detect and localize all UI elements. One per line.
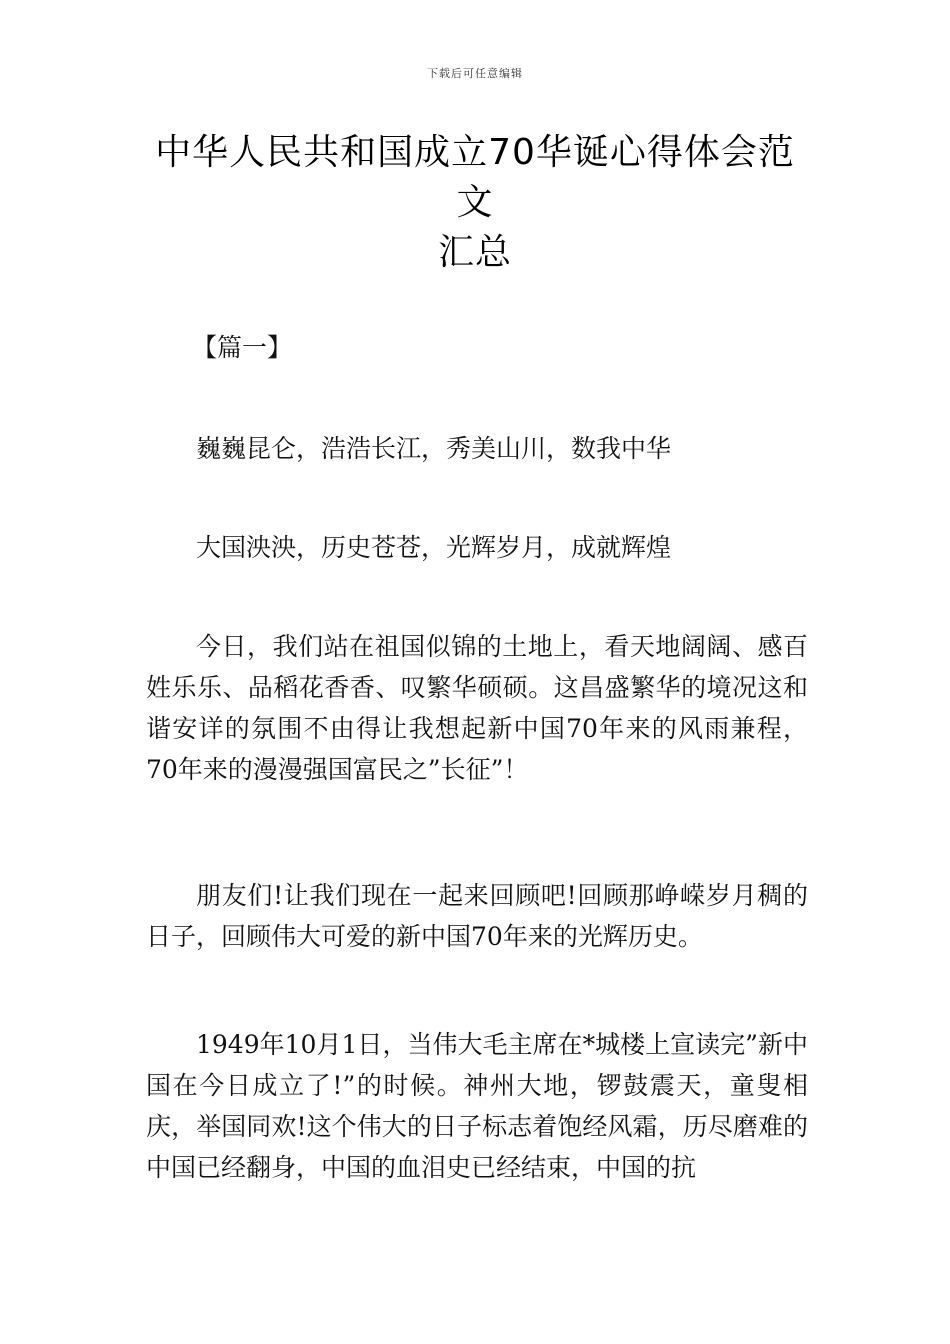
verse-line-2: 大国泱泱，历史苍苍，光辉岁月，成就辉煌 <box>196 533 672 562</box>
section-label: 【篇一】 <box>192 333 293 362</box>
verse-line-1: 巍巍昆仑，浩浩长江，秀美山川，数我中华 <box>196 434 672 463</box>
paragraph-3: 1949年10月1日，当伟大毛主席在*城楼上宣读完”新中国在今日成立了!”的时候。神州大地，锣鼓震天，童叟相庆，举国同欢!这个伟大的日子标志着饱经风霜，历尽磨难的中国已经翻身，中国的血泪史已经结束，中国的抗 <box>146 1030 808 1182</box>
download-note: 下载后可任意编辑 <box>427 67 523 80</box>
paragraph-1: 今日，我们站在祖国似锦的土地上，看天地阔阔、感百姓乐乐、品稻花香香、叹繁华硕硕。这昌盛繁华的境况这和谐安详的氛围不由得让我想起新中国70年来的风雨兼程，70年来的漫漫强国富民之”长征”！ <box>146 632 808 784</box>
paragraph-2: 朋友们!让我们现在一起来回顾吧!回顾那峥嵘岁月稠的日子，回顾伟大可爱的新中国70年来的光辉历史。 <box>146 881 808 951</box>
title-line-1: 中华人民共和国成立70华诞心得体会范文 <box>155 132 795 223</box>
document-title <box>140 128 810 278</box>
title-line-2: 汇总 <box>437 232 512 273</box>
